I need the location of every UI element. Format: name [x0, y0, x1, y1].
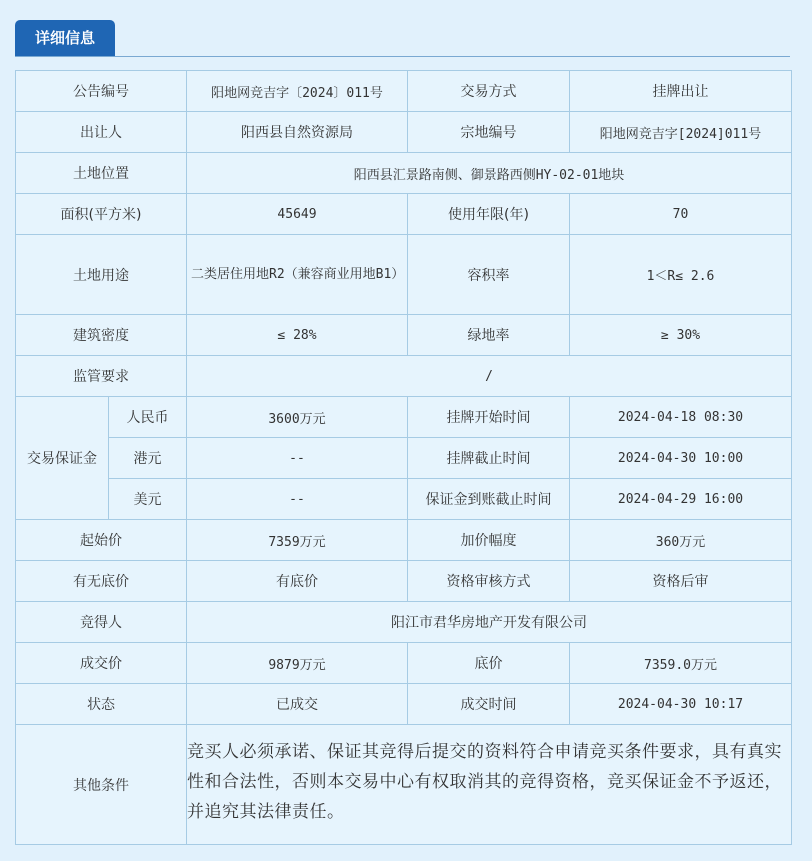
table-row — [16, 315, 792, 356]
value-location: 阳西县汇景路南侧、御景路西侧HY-02-01地块 — [187, 153, 792, 194]
value-area: 45649 — [187, 194, 408, 235]
label-parcel-no: 宗地编号 — [408, 112, 570, 153]
value-deposit-deadline: 2024-04-29 16:00 — [570, 479, 792, 520]
value-green-ratio: ≥ 30% — [570, 315, 792, 356]
value-winner: 阳江市君华房地产开发有限公司 — [187, 602, 792, 643]
table-row — [16, 602, 792, 643]
label-trade-method: 交易方式 — [408, 71, 570, 112]
value-deposit-hkd: -- — [187, 438, 408, 479]
value-deposit-cny: 3600万元 — [187, 397, 408, 438]
value-reserve-price: 7359.0万元 — [570, 643, 792, 684]
label-reserve-price-flag: 有无底价 — [16, 561, 187, 602]
value-parcel-no: 阳地网竞吉字[2024]011号 — [570, 112, 792, 153]
label-increment: 加价幅度 — [408, 520, 570, 561]
value-building-density: ≤ 28% — [187, 315, 408, 356]
value-transferor: 阳西县自然资源局 — [187, 112, 408, 153]
table-row — [16, 479, 792, 520]
table-row — [16, 561, 792, 602]
label-green-ratio: 绿地率 — [408, 315, 570, 356]
label-deposit: 交易保证金 — [16, 397, 109, 520]
detail-table — [15, 70, 792, 845]
value-review-method: 资格后审 — [570, 561, 792, 602]
label-listing-start: 挂牌开始时间 — [408, 397, 570, 438]
table-row — [16, 520, 792, 561]
label-deal-price: 成交价 — [16, 643, 187, 684]
label-currency-cny: 人民币 — [109, 397, 187, 438]
label-land-use: 土地用途 — [16, 235, 187, 315]
value-deal-time: 2024-04-30 10:17 — [570, 684, 792, 725]
label-plot-ratio: 容积率 — [408, 235, 570, 315]
value-land-use: 二类居住用地R2（兼容商业用地B1） — [187, 235, 408, 315]
table-row — [16, 438, 792, 479]
table-row — [16, 153, 792, 194]
label-winner: 竞得人 — [16, 602, 187, 643]
label-starting-price: 起始价 — [16, 520, 187, 561]
table-row — [16, 235, 792, 315]
value-starting-price: 7359万元 — [187, 520, 408, 561]
table-row — [16, 194, 792, 235]
value-trade-method: 挂牌出让 — [570, 71, 792, 112]
label-other-conditions: 其他条件 — [16, 725, 187, 845]
value-plot-ratio: 1＜R≤ 2.6 — [570, 235, 792, 315]
value-use-years: 70 — [570, 194, 792, 235]
value-listing-start: 2024-04-18 08:30 — [570, 397, 792, 438]
label-location: 土地位置 — [16, 153, 187, 194]
table-row — [16, 112, 792, 153]
table-row — [16, 71, 792, 112]
value-deposit-usd: -- — [187, 479, 408, 520]
value-other-conditions: 竞买人必须承诺、保证其竞得后提交的资料符合申请竞买条件要求，具有真实性和合法性，否则本交易中心有权取消其的竞得资格，竞买保证金不予返还，并追究其法律责任。 — [187, 725, 792, 845]
label-currency-hkd: 港元 — [109, 438, 187, 479]
table-row — [16, 725, 792, 845]
label-supervision: 监管要求 — [16, 356, 187, 397]
value-reserve-price-flag: 有底价 — [187, 561, 408, 602]
table-row — [16, 643, 792, 684]
table-row — [16, 397, 792, 438]
label-reserve-price: 底价 — [408, 643, 570, 684]
tab-detail-info[interactable]: 详细信息 — [15, 20, 115, 56]
label-use-years: 使用年限(年) — [408, 194, 570, 235]
label-area: 面积(平方米) — [16, 194, 187, 235]
label-transferor: 出让人 — [16, 112, 187, 153]
value-status: 已成交 — [187, 684, 408, 725]
label-announcement-no: 公告编号 — [16, 71, 187, 112]
label-currency-usd: 美元 — [109, 479, 187, 520]
table-row — [16, 684, 792, 725]
label-deal-time: 成交时间 — [408, 684, 570, 725]
label-deposit-deadline: 保证金到账截止时间 — [408, 479, 570, 520]
label-status: 状态 — [16, 684, 187, 725]
value-increment: 360万元 — [570, 520, 792, 561]
label-review-method: 资格审核方式 — [408, 561, 570, 602]
label-listing-end: 挂牌截止时间 — [408, 438, 570, 479]
value-supervision: / — [187, 356, 792, 397]
label-building-density: 建筑密度 — [16, 315, 187, 356]
tab-bar — [15, 20, 790, 57]
value-announcement-no: 阳地网竞吉字〔2024〕011号 — [187, 71, 408, 112]
value-listing-end: 2024-04-30 10:00 — [570, 438, 792, 479]
table-row — [16, 356, 792, 397]
value-deal-price: 9879万元 — [187, 643, 408, 684]
